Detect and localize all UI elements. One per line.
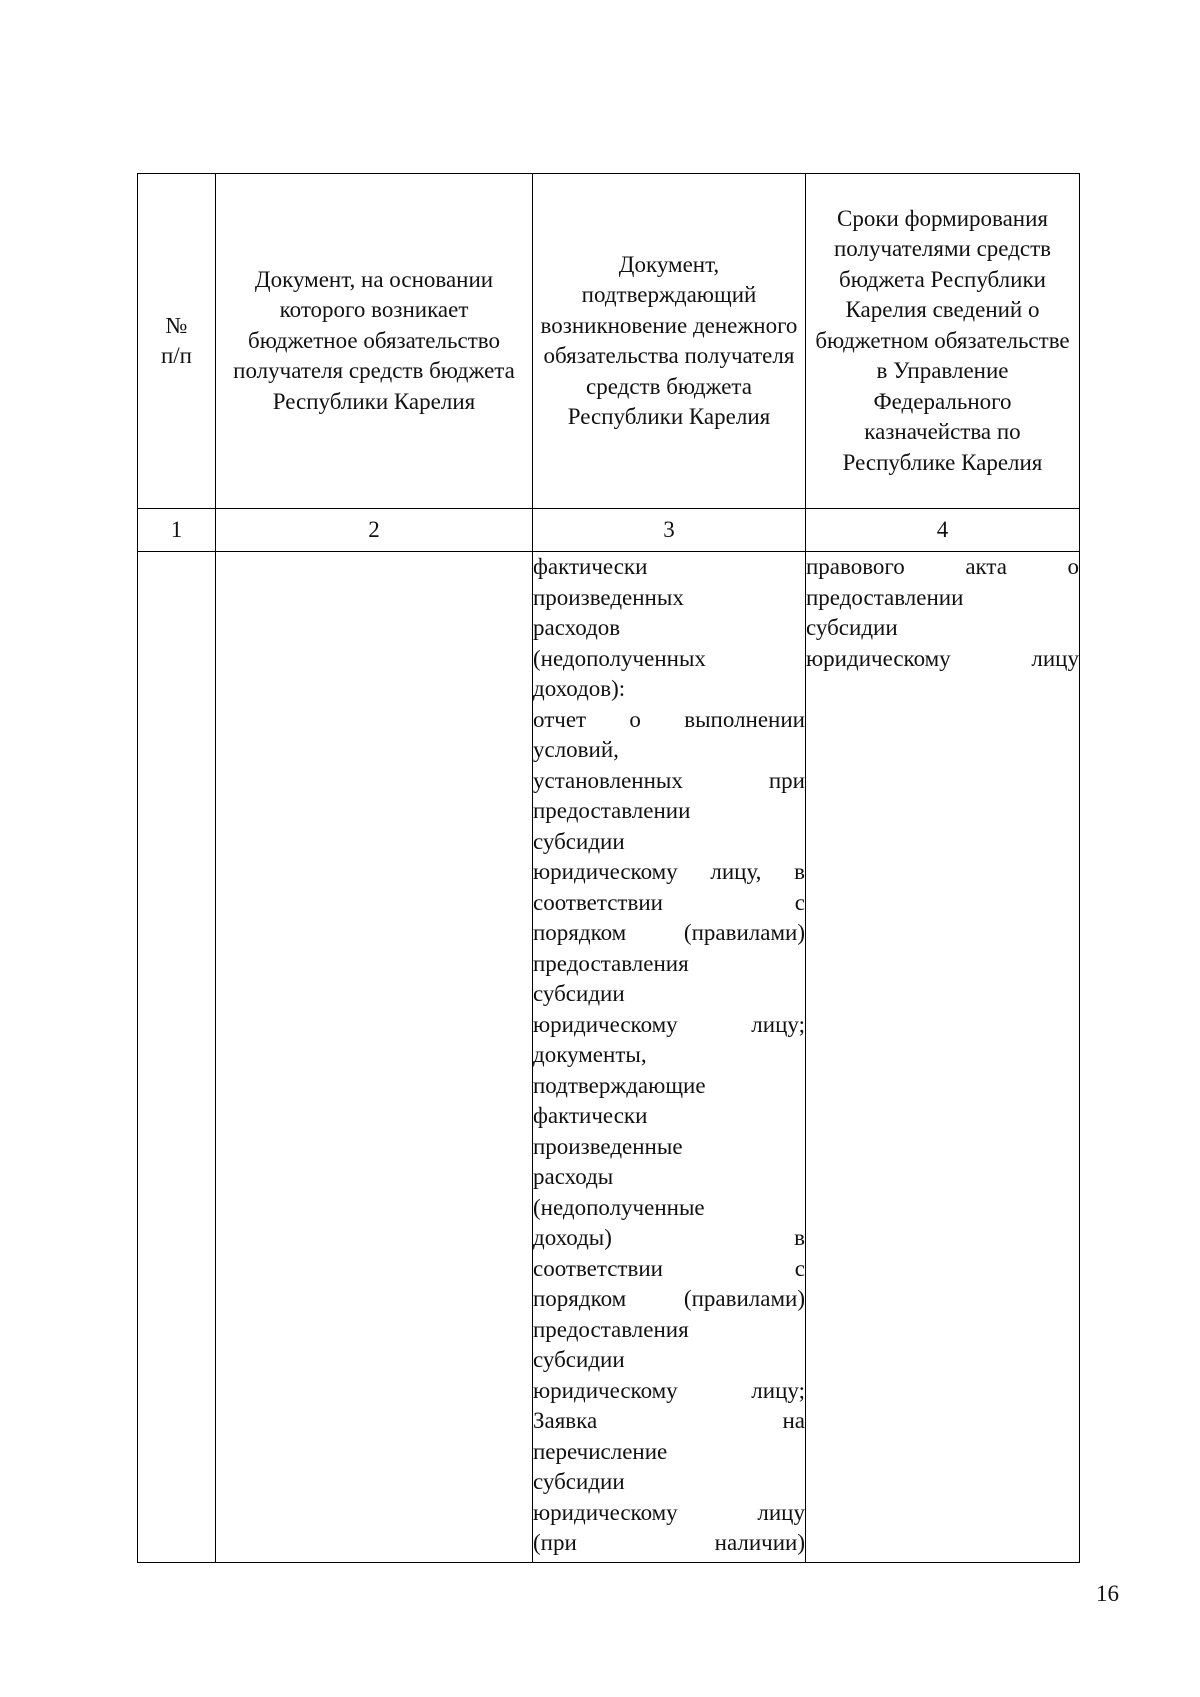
col3-line: порядком (правилами): [533, 920, 805, 945]
col3-line: соответствии с: [533, 889, 805, 915]
col3-line: условий,: [533, 737, 619, 762]
col3-line: юридическому лицу, в: [533, 859, 805, 884]
table-row: [138, 552, 1080, 1563]
cell-col3: [533, 552, 806, 1563]
column-number: 3: [533, 509, 806, 552]
header-number-sign: №: [165, 312, 188, 338]
col3-line: установленных при: [533, 767, 805, 793]
col3-line: юридическому лицу;: [533, 1377, 805, 1403]
cell-col1: [138, 552, 216, 1563]
col3-line: порядком (правилами): [533, 1286, 805, 1311]
col3-line: подтверждающие: [533, 1072, 706, 1098]
col3-line: предоставления: [533, 1316, 689, 1342]
col3-line: перечисление: [533, 1438, 668, 1464]
col3-line: расходы: [533, 1164, 614, 1189]
col3-line: предоставлении: [533, 798, 691, 823]
col3-line: предоставления: [533, 950, 689, 976]
col4-line: правового акта о: [806, 554, 1079, 579]
col3-line: расходов: [533, 615, 621, 640]
col3-line: отчет о выполнении: [533, 706, 805, 732]
column-numbers-row: [138, 509, 1080, 552]
col3-line: соответствии с: [533, 1255, 805, 1281]
col3-line: субсидии: [533, 828, 625, 854]
column-number: 1: [138, 509, 216, 552]
col3-line: (при наличии): [533, 1530, 805, 1555]
col4-line: предоставлении: [806, 584, 964, 610]
col3-line: документы,: [533, 1042, 647, 1067]
col3-line: субсидии: [533, 981, 625, 1006]
column-number: 4: [806, 509, 1080, 552]
col3-line: произведенные: [533, 1133, 683, 1159]
col3-line: юридическому лицу: [533, 1499, 805, 1525]
header-number-pp: п/п: [160, 343, 192, 368]
column-number: 2: [216, 509, 533, 552]
col4-line: субсидии: [806, 615, 898, 640]
budget-obligations-table: [137, 173, 1080, 1563]
table-header-row: [138, 174, 1080, 509]
cell-col4: [806, 552, 1080, 1563]
col3-line: фактически: [533, 1103, 648, 1128]
col3-line: произведенных: [533, 584, 684, 610]
header-col-number: [138, 174, 216, 509]
col3-line: субсидии: [533, 1469, 625, 1494]
header-col-document-confirming: Документ, подтверждающий возникновение денежного обязательства получателя средств бюджета Республики Карелия: [533, 174, 806, 509]
col4-line: юридическому лицу: [806, 645, 1079, 671]
col3-line: Заявка на: [533, 1408, 805, 1433]
col3-line: фактически: [533, 554, 648, 579]
col3-line: юридическому лицу;: [533, 1011, 805, 1037]
col3-line: субсидии: [533, 1347, 625, 1372]
col3-line: доходов):: [533, 676, 626, 701]
cell-col2: [216, 552, 533, 1563]
col3-line: доходы) в: [533, 1225, 805, 1250]
page-number: 16: [1096, 1581, 1119, 1606]
header-col-document-basis: Документ, на основании которого возникает бюджетное обязательство получателя средств бюджета Республики Карелия: [216, 174, 533, 509]
header-col-deadlines: Сроки формирования получателями средств бюджета Республики Карелия сведений о бюджетном обязательстве в Управление Федерального казначейства по Республике Карелия: [806, 174, 1080, 509]
col3-line: (недополученных: [533, 645, 706, 671]
col3-line: (недополученные: [533, 1194, 705, 1220]
